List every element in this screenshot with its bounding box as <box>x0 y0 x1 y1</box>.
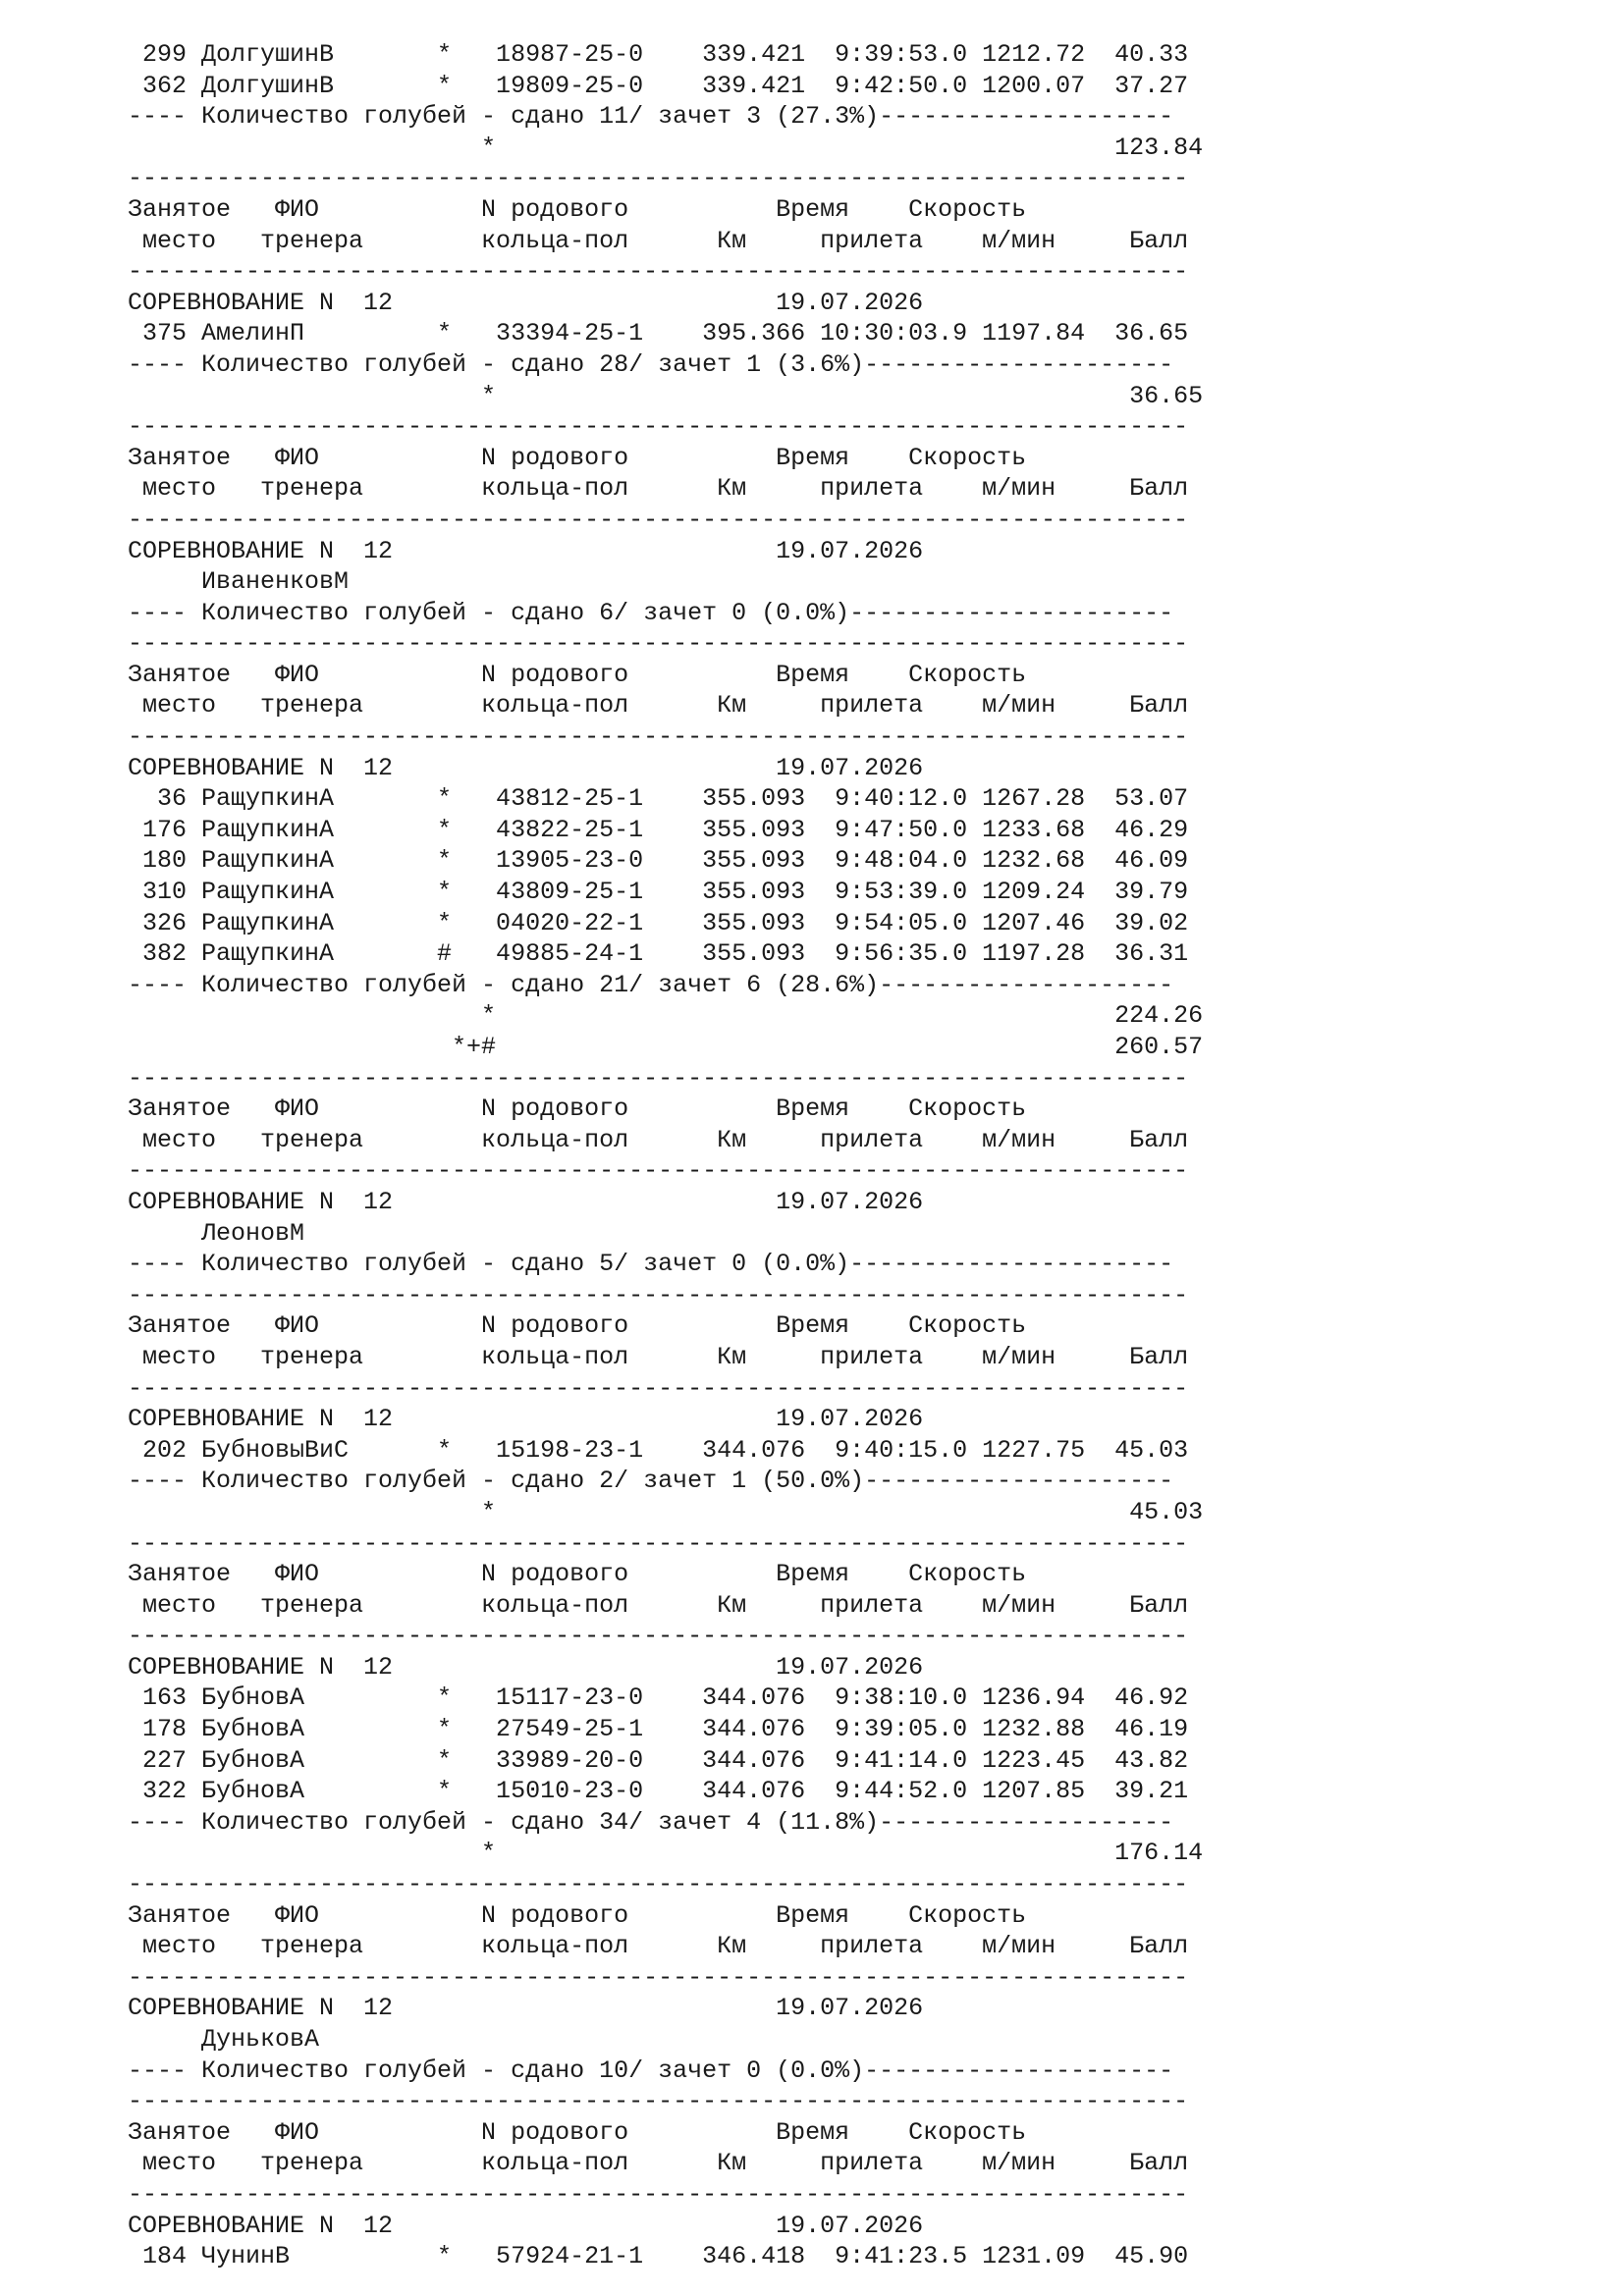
competition-header: СОРЕВНОВАНИЕ N 12 19.07.2026 <box>128 1652 924 1682</box>
result-row: 176 РащупкинА * 43822-25-1 355.093 9:47:50.0 1233.68 46.29 <box>128 815 1189 844</box>
separator-line: ------------------------------------------------------------------------ <box>128 164 1189 193</box>
column-header: Занятое ФИО N родового Время Скорость <box>128 443 1027 472</box>
competition-header: СОРЕВНОВАНИЕ N 12 19.07.2026 <box>128 1405 924 1434</box>
separator-line: ------------------------------------------------------------------------ <box>128 257 1189 287</box>
summary-line: ---- Количество голубей - сдано 2/ зачет 1 (50.0%)--------------------- <box>128 1467 1174 1496</box>
total-line: * 176.14 <box>128 1839 1204 1868</box>
separator-line: ------------------------------------------------------------------------ <box>128 1528 1189 1558</box>
competition-header: СОРЕВНОВАНИЕ N 12 19.07.2026 <box>128 753 924 782</box>
column-header: место тренера кольца-пол Км прилета м/мин Балл <box>128 2149 1189 2178</box>
total-line: *+# 260.57 <box>128 1033 1204 1061</box>
column-header: Занятое ФИО N родового Время Скорость <box>128 660 1027 689</box>
result-row: 36 РащупкинА * 43812-25-1 355.093 9:40:12.0 1267.28 53.07 <box>128 784 1189 814</box>
summary-line: ---- Количество голубей - сдано 11/ зачет 3 (27.3%)-------------------- <box>128 102 1174 132</box>
separator-line: ------------------------------------------------------------------------ <box>128 2179 1189 2209</box>
result-row: 362 ДолгушинВ * 19809-25-0 339.421 9:42:50.0 1200.07 37.27 <box>128 71 1189 100</box>
result-row: 178 БубновА * 27549-25-1 344.076 9:39:05.0 1232.88 46.19 <box>128 1715 1189 1744</box>
summary-line: ---- Количество голубей - сдано 5/ зачет 0 (0.0%)---------------------- <box>128 1250 1174 1279</box>
competition-header: СОРЕВНОВАНИЕ N 12 19.07.2026 <box>128 2211 924 2240</box>
result-row: 310 РащупкинА * 43809-25-1 355.093 9:53:39.0 1209.24 39.79 <box>128 878 1189 907</box>
column-header: Занятое ФИО N родового Время Скорость <box>128 2117 1027 2147</box>
separator-line: ------------------------------------------------------------------------ <box>128 1622 1189 1651</box>
total-line: * 36.65 <box>128 381 1204 410</box>
column-header: место тренера кольца-пол Км прилета м/мин Балл <box>128 1342 1189 1371</box>
separator-line: ------------------------------------------------------------------------ <box>128 1156 1189 1186</box>
result-row: 375 АмелинП * 33394-25-1 395.366 10:30:03.9 1197.84 36.65 <box>128 319 1189 348</box>
result-row: 227 БубновА * 33989-20-0 344.076 9:41:14.0 1223.45 43.82 <box>128 1745 1189 1775</box>
column-header: место тренера кольца-пол Км прилета м/мин Балл <box>128 1125 1189 1154</box>
separator-line: ------------------------------------------------------------------------ <box>128 722 1189 752</box>
summary-line: ---- Количество голубей - сдано 28/ зачет 1 (3.6%)--------------------- <box>128 349 1174 379</box>
column-header: Занятое ФИО N родового Время Скорость <box>128 194 1027 224</box>
column-header: место тренера кольца-пол Км прилета м/мин Балл <box>128 1590 1189 1620</box>
competition-header: СОРЕВНОВАНИЕ N 12 19.07.2026 <box>128 536 924 565</box>
column-header: место тренера кольца-пол Км прилета м/мин Балл <box>128 1932 1189 1961</box>
trainer-name: ДуньковА <box>128 2025 320 2054</box>
summary-line: ---- Количество голубей - сдано 10/ зачет 0 (0.0%)--------------------- <box>128 2056 1174 2085</box>
column-header: Занятое ФИО N родового Время Скорость <box>128 1900 1027 1930</box>
summary-line: ---- Количество голубей - сдано 6/ зачет 0 (0.0%)---------------------- <box>128 598 1174 627</box>
column-header: место тренера кольца-пол Км прилета м/мин Балл <box>128 691 1189 721</box>
result-row: 299 ДолгушинВ * 18987-25-0 339.421 9:39:53.0 1212.72 40.33 <box>128 40 1189 69</box>
separator-line: ------------------------------------------------------------------------ <box>128 629 1189 659</box>
total-line: * 224.26 <box>128 1001 1204 1031</box>
separator-line: ------------------------------------------------------------------------ <box>128 1962 1189 1992</box>
separator-line: ------------------------------------------------------------------------ <box>128 505 1189 534</box>
column-header: Занятое ФИО N родового Время Скорость <box>128 1560 1027 1589</box>
column-header: Занятое ФИО N родового Время Скорость <box>128 1311 1027 1341</box>
result-row: 163 БубновА * 15117-23-0 344.076 9:38:10.0 1236.94 46.92 <box>128 1683 1189 1713</box>
separator-line: ------------------------------------------------------------------------ <box>128 1870 1189 1899</box>
result-row: 184 ЧунинВ * 57924-21-1 346.418 9:41:23.5 1231.09 45.90 <box>128 2242 1189 2271</box>
competition-header: СОРЕВНОВАНИЕ N 12 19.07.2026 <box>128 288 924 317</box>
summary-line: ---- Количество голубей - сдано 21/ зачет 6 (28.6%)-------------------- <box>128 970 1174 999</box>
result-row: 382 РащупкинА # 49885-24-1 355.093 9:56:35.0 1197.28 36.31 <box>128 939 1189 969</box>
separator-line: ------------------------------------------------------------------------ <box>128 2087 1189 2116</box>
separator-line: ------------------------------------------------------------------------ <box>128 1063 1189 1093</box>
result-row: 180 РащупкинА * 13905-23-0 355.093 9:48:04.0 1232.68 46.09 <box>128 846 1189 876</box>
separator-line: ------------------------------------------------------------------------ <box>128 1373 1189 1403</box>
summary-line: ---- Количество голубей - сдано 34/ зачет 4 (11.8%)-------------------- <box>128 1807 1174 1837</box>
competition-header: СОРЕВНОВАНИЕ N 12 19.07.2026 <box>128 1187 924 1216</box>
result-row: 202 БубновыВиС * 15198-23-1 344.076 9:40:15.0 1227.75 45.03 <box>128 1435 1189 1465</box>
trainer-name: ЛеоновМ <box>128 1218 305 1248</box>
separator-line: ------------------------------------------------------------------------ <box>128 1280 1189 1309</box>
competition-header: СОРЕВНОВАНИЕ N 12 19.07.2026 <box>128 1994 924 2023</box>
total-line: * 45.03 <box>128 1497 1204 1526</box>
result-row: 322 БубновА * 15010-23-0 344.076 9:44:52.0 1207.85 39.21 <box>128 1777 1189 1806</box>
trainer-name: ИваненковМ <box>128 567 350 597</box>
separator-line: ------------------------------------------------------------------------ <box>128 412 1189 442</box>
result-row: 326 РащупкинА * 04020-22-1 355.093 9:54:05.0 1207.46 39.02 <box>128 908 1189 937</box>
column-header: место тренера кольца-пол Км прилета м/мин Балл <box>128 474 1189 504</box>
column-header: Занятое ФИО N родового Время Скорость <box>128 1095 1027 1124</box>
results-printout <box>128 39 1600 2272</box>
total-line: * 123.84 <box>128 133 1204 162</box>
column-header: место тренера кольца-пол Км прилета м/мин Балл <box>128 226 1189 255</box>
